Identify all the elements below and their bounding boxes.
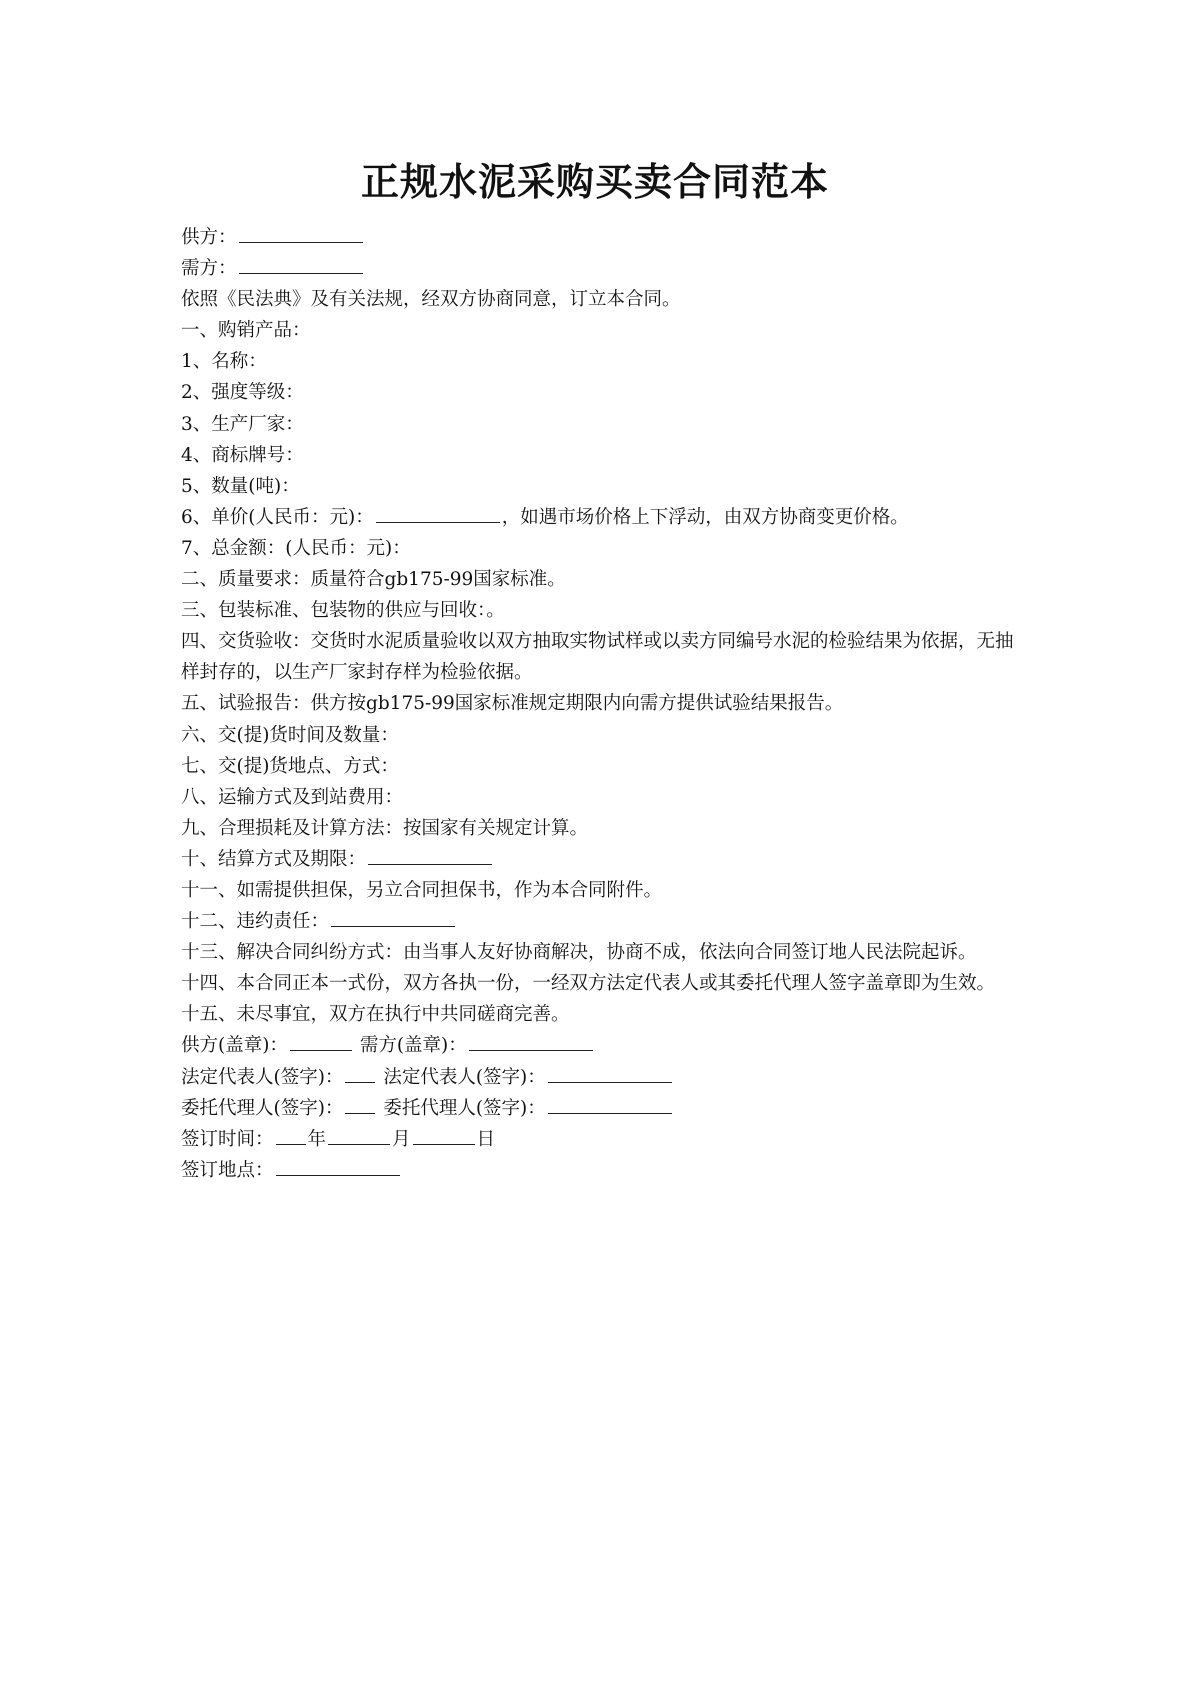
document-title: 正规水泥采购买卖合同范本 (360, 159, 829, 204)
price-blank[interactable] (376, 504, 500, 523)
legal-rep-line (181, 1062, 1017, 1093)
day-label: 日 (476, 1128, 496, 1150)
year-blank[interactable] (276, 1126, 306, 1145)
clause-4-acceptance: 四、交货验收：交货时水泥质量验收以双方抽取实物试样或以卖方同编号水泥的检验结果为依据，无抽样封存的，以生产厂家封存样为检验依据。 (181, 631, 1014, 684)
sign-place-label: 签订地点： (181, 1159, 274, 1181)
agent-1-blank[interactable] (345, 1095, 375, 1114)
sign-date-label: 签订时间： (181, 1128, 274, 1150)
product-item-price (181, 502, 1017, 533)
product-item-total: 7、总金额：(人民币：元)： (181, 537, 411, 559)
price-label: 6、单价(人民币：元)： (181, 506, 374, 528)
clause-7-delivery-place: 七、交(提)货地点、方式： (181, 755, 399, 777)
year-label: 年 (307, 1128, 327, 1150)
clause-14-copies: 十四、本合同正本一式份，双方各执一份，一经双方法定代表人或其委托代理人签字盖章即为生效。 (181, 973, 996, 995)
buyer-seal-blank[interactable] (469, 1032, 593, 1051)
clause-5-test-report: 五、试验报告：供方按gb175-99国家标准规定期限内向需方提供试验结果报告。 (181, 693, 844, 715)
clause-2-quality: 二、质量要求：质量符合gb175-99国家标准。 (181, 569, 566, 591)
agent-2-blank[interactable] (548, 1095, 672, 1114)
product-item-brand: 4、商标牌号： (181, 444, 304, 466)
month-label: 月 (392, 1128, 411, 1150)
buyer-seal-label: 需方(盖章)： (359, 1035, 467, 1057)
settlement-blank[interactable] (368, 846, 492, 865)
clause-9-loss: 九、合理损耗及计算方法：按国家有关规定计算。 (181, 817, 589, 839)
sign-place-line (181, 1155, 1017, 1186)
clause-3-packaging: 三、包装标准、包装物的供应与回收：。 (181, 600, 505, 622)
day-blank[interactable] (413, 1126, 475, 1145)
product-item-name: 1、名称： (181, 351, 267, 373)
settlement-label: 十、结算方式及期限： (181, 848, 367, 870)
product-item-grade: 2、强度等级： (181, 382, 304, 404)
supplier-line (181, 222, 1017, 253)
clause-10-settlement (181, 844, 1017, 875)
liability-label: 十二、违约责任： (181, 911, 330, 933)
buyer-blank[interactable] (239, 255, 363, 274)
clause-6-delivery-time: 六、交(提)货时间及数量： (181, 724, 399, 746)
agent-line (181, 1093, 1017, 1124)
liability-blank[interactable] (331, 908, 455, 927)
sign-date-line (181, 1124, 1017, 1155)
section-1-heading: 一、购销产品： (181, 320, 311, 342)
buyer-line (181, 253, 1017, 284)
supplier-seal-blank[interactable] (290, 1032, 352, 1051)
product-item-quantity: 5、数量(吨)： (181, 475, 300, 497)
legal-rep-2-blank[interactable] (548, 1064, 672, 1083)
preamble: 依照《民法典》及有关法规，经双方协商同意，订立本合同。 (181, 289, 681, 311)
legal-rep-1-label: 法定代表人(签字)： (181, 1066, 344, 1088)
agent-1-label: 委托代理人(签字)： (181, 1097, 344, 1119)
month-blank[interactable] (328, 1126, 390, 1145)
seal-line (181, 1030, 1017, 1061)
price-suffix: ，如遇市场价格上下浮动，由双方协商变更价格。 (501, 506, 909, 528)
legal-rep-2-label: 法定代表人(签字)： (383, 1066, 546, 1088)
document-body (181, 222, 1017, 1186)
agent-2-label: 委托代理人(签字)： (383, 1097, 546, 1119)
clause-12-liability (181, 906, 1017, 937)
buyer-label: 需方： (181, 258, 237, 280)
clause-11-guarantee: 十一、如需提供担保，另立合同担保书，作为本合同附件。 (181, 879, 663, 901)
legal-rep-1-blank[interactable] (345, 1064, 375, 1083)
clause-15-misc: 十五、未尽事宜，双方在执行中共同磋商完善。 (181, 1004, 570, 1026)
supplier-blank[interactable] (239, 224, 363, 243)
clause-13-dispute: 十三、解决合同纠纷方式：由当事人友好协商解决，协商不成，依法向合同签订地人民法院起诉。 (181, 942, 977, 964)
product-item-manufacturer: 3、生产厂家： (181, 413, 304, 435)
sign-place-blank[interactable] (276, 1157, 400, 1176)
supplier-seal-label: 供方(盖章)： (181, 1035, 288, 1057)
clause-8-transport: 八、运输方式及到站费用： (181, 786, 404, 808)
supplier-label: 供方： (181, 227, 237, 248)
